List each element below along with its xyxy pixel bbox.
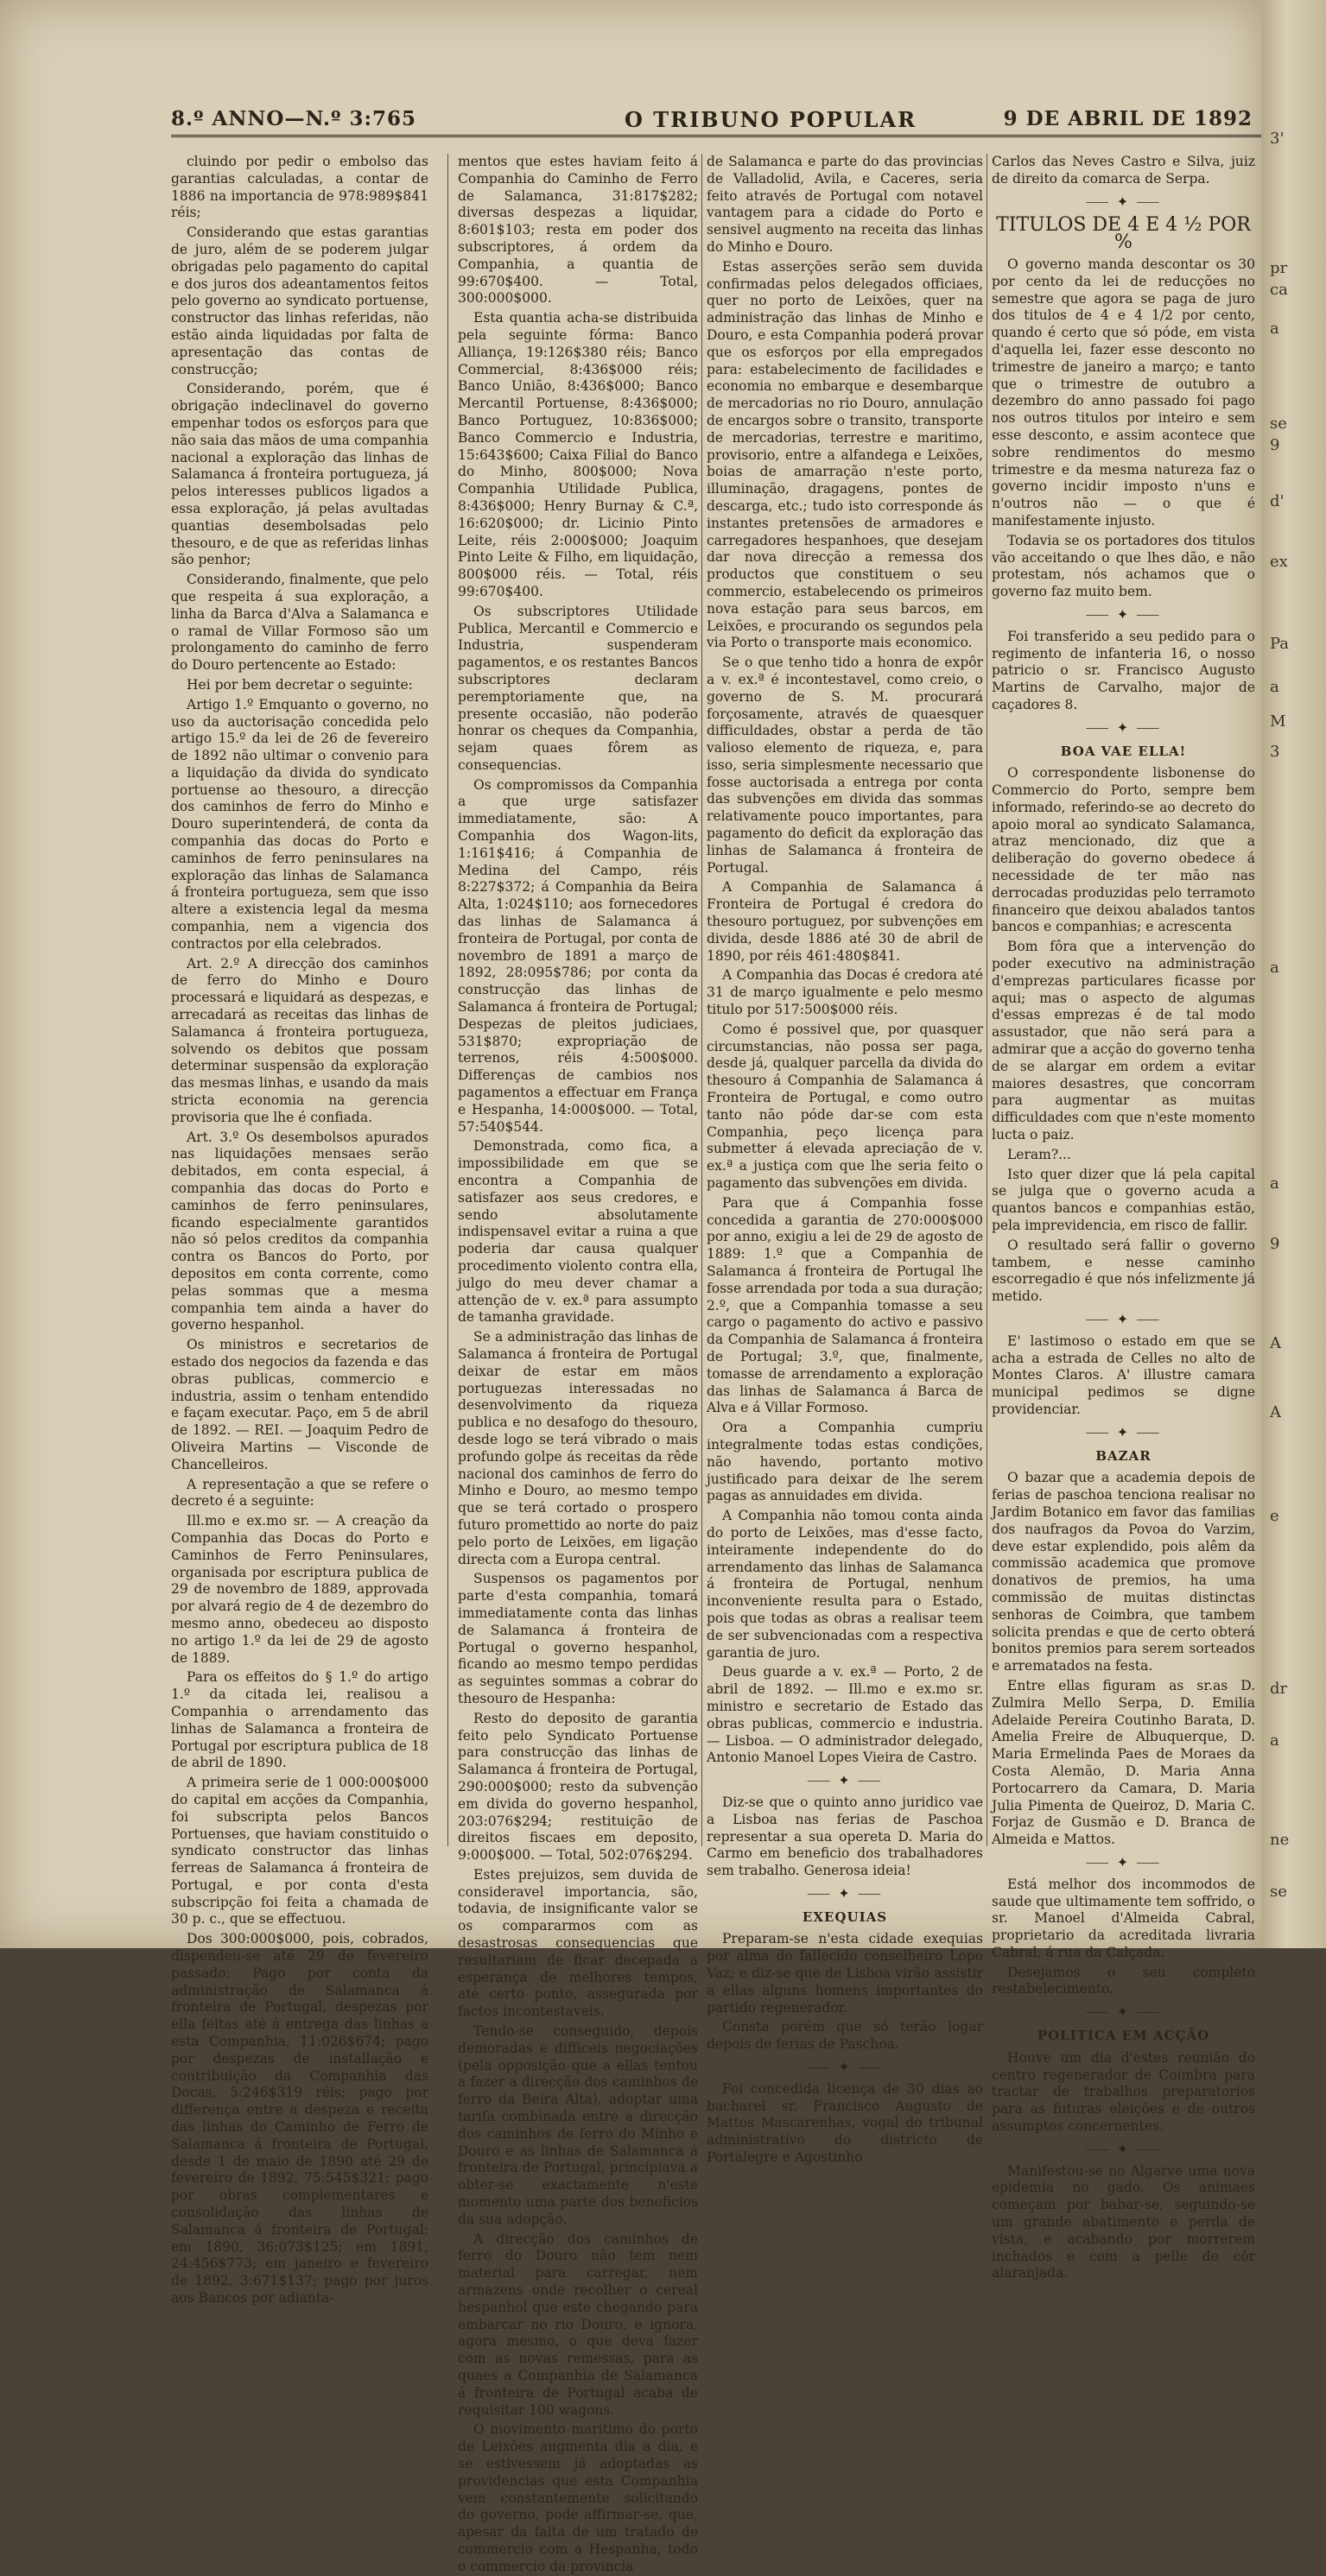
article-paragraph: E' lastimoso o estado em que se acha a estrada de Celles no alto de Montes Claros. A' illustre camara municipal pedimos se digne providenciar.: [992, 1332, 1255, 1417]
ornament-divider: ⸺ ✦ ⸺: [1085, 1311, 1162, 1327]
section-heading-titulos: TITULOS DE 4 E 4 ½ POR %: [996, 214, 1251, 254]
edge-fragment: dr: [1270, 1680, 1288, 1698]
article-paragraph: Preparam-se n'esta cidade exequias por alma do fallecido conselheiro Lopo Vaz; e diz-se que de Lisboa virão assistir a ellas alguns homens importantes do partido regenerador.: [707, 1931, 983, 2016]
edge-fragment: a: [1270, 959, 1279, 977]
edge-fragment: ca: [1270, 281, 1288, 299]
edge-fragment: M: [1270, 712, 1286, 731]
ornament-divider: ⸺ ✦ ⸺: [807, 2059, 883, 2076]
edge-fragment: a: [1270, 320, 1279, 338]
edge-fragment: a: [1270, 1731, 1279, 1750]
article-paragraph: A primeira serie de 1 000:000$000 do capital em acções da Companhia, foi subscripta pelos Bancos Portuenses, que haviam constituido o syndicato constructor das linhas ferreas de Salamanca á fronteira de Portugal, e por conta d'esta subscripção foi feita a chamada de 30 p. c., que se effectuou.: [171, 1775, 428, 1927]
article-paragraph: Se a administração das linhas de Salamanca á fronteira de Portugal deixar de estar em mãos portuguezas interessadas no desenvolvimento da riqueza publica e no desafogo do thesouro, desde logo se terá vibrado o mais profundo golpe ás receitas da rêde nacional dos caminhos de ferro do Minho e Douro, ao mesmo tempo que se terá cortado o prospero futuro promettido ao norte do paiz pelo porto de Leixões, em ligação directa com a Europa central.: [458, 1329, 698, 1567]
article-paragraph: Carlos das Neves Castro e Silva, juiz de direito da comarca de Serpa.: [992, 154, 1255, 187]
article-paragraph: Demonstrada, como fica, a impossibilidade em que se encontra a Companhia de satisfazer aos seus credores, e sendo absolutamente indispensavel evitar a ruina a que poderia dar causa qualquer procedimento violento contra ella, julgo do meu dever chamar a attenção de v. ex.ª para assumpto de tamanha gravidade.: [458, 1138, 698, 1326]
signature-paragraph: Deus guarde a v. ex.ª — Porto, 2 de abril de 1892. — Ill.mo e ex.mo sr. ministro e secretario de Estado das obras publicas, commercio e industria. — Lisboa. — O administrador delegado, Antonio Manoel Lopes Vieira de Castro.: [707, 1664, 983, 1766]
article-paragraph: Os compromissos da Companhia a que urge satisfazer immediatamente, são: A Companhia dos Wagon-lits, 1:161$416; á Companhia de Medina del Campo, réis 8:227$372; á Companhia da Beira Alta, 1:024$110; aos fornecedores das linhas de Salamanca á fronteira de Portugal, por conta de novembro de 1891 a março de 1892, 28:095$786; por conta da construcção das linhas de Salamanca á fronteira de Portugal; Despezas de pleitos judiciaes, 531$870; expropriação de terrenos, réis 4:500$000. Differenças de cambios nos pagamentos a effectuar em França e Hespanha, 14:000$000. — Total, 57:540$544.: [458, 776, 698, 1135]
ornament-divider: ⸺ ✦ ⸺: [1085, 2140, 1162, 2157]
article-paragraph: Estas asserções serão sem duvida confirmadas pelos delegados officiaes, quer no porto de Leixões, quer na administração das linhas de Minho e Douro, e esta Companhia poderá provar que os esforços por ella empregados para: estabelecimento de facilidades e economia no embarque e desembarque de mercadorias no rio Douro, annulação de encargos sobre o transito, transporte de mercadorias, terrestre e maritimo, provisorio, entre a alfandega e Leixões, boias de amarração n'este porto, illuminação, dragagens, pontes de descarga, etc.; tudo isto corresponde ás instantes pretensões de armadores e carregadores hespanhoes, que desejam dar nova direcção a remessa dos productos que constituem o seu commercio, estabelecendo os primeiros nova estação para seus barcos, em Leixões, e procurando os segundos pela via Porto o transporte mais economico.: [707, 258, 983, 651]
article-paragraph: Hei por bem decretar o seguinte:: [187, 676, 413, 693]
article-paragraph: A Companhia de Salamanca á Fronteira de Portugal é credora do thesouro portuguez, por subvenções em divida, desde 1886 até 30 de abril de 1890, por réis 461:480$841.: [707, 879, 983, 964]
article-paragraph: Se o que tenho tido a honra de expôr a v. ex.ª é incontestavel, como creio, o governo de S. M. procurará forçosamente, através de quaesquer difficuldades, obstar a perda de tão valioso elemento de riqueza, e, para isso, seria simplesmente necessario que fosse auctorisada a entrega por conta das subvenções em divida das sommas relativamente pouco importantes, para pagamento do deficit da exploração das linhas de Salamanca á fronteira de Portugal.: [707, 655, 983, 876]
article-paragraph: Houve um dia d'estes reunião do centro regenerador de Coimbra para tractar de trabalhos preparatorios para as futuras eleições e de outros assumptos concernentes.: [992, 2049, 1255, 2135]
edge-fragment: se: [1270, 415, 1287, 433]
masthead: [171, 104, 1261, 137]
article-paragraph: Como é possivel que, por quasquer circumstancias, não possa ser paga, desde já, qualquer parcella da divida do thesouro á Companhia de Salamanca á Fronteira de Portugal, e como outro tanto não póde dar-se com esta Companhia, peço licença para submetter á elevada apreciação de v. ex.ª a justiça com que lhe seria feito o pagamento das subvenções em divida.: [707, 1021, 983, 1192]
article-paragraph: Ill.mo e ex.mo sr. — A creação da Companhia das Docas do Porto e Caminhos de Ferro Peninsulares, organisada por escriptura publica de 29 de novembro de 1889, approvada por alvará regio de 4 de dezembro do mesmo anno, obedeceu ao disposto no artigo 1.º da lei de 29 de agosto de 1889.: [171, 1513, 428, 1666]
issue-number: 8.º ANNO—N.º 3:765: [171, 107, 417, 130]
ornament-divider: ⸺ ✦ ⸺: [1085, 193, 1162, 210]
article-paragraph: O bazar que a academia depois de ferias de paschoa tenciona realisar no Jardim Botanico em favor das familias dos naufragos da Povoa do Varzim, deve estar explendido, pois alêm da commissão academica que promove donativos de premios, ha uma commissão de muitas distinctas senhoras de Coimbra, que tambem solicita prendas e que de certo obterá bonitos premios para serem sorteados e arrematados na festa.: [992, 1470, 1255, 1674]
article-paragraph: Os subscriptores Utilidade Publica, Mercantil e Commercio e Industria, suspenderam pagamentos, e os restantes Bancos subscriptores declaram peremptoriamente que, na presente occasião, não poderão honrar os cheques da Companhia, sejam quaes fôrem as consequencias.: [458, 603, 698, 773]
column-3: [707, 154, 983, 2166]
column-1: [171, 154, 428, 2307]
edge-fragment: ne: [1270, 1831, 1290, 1849]
article-paragraph: O correspondente lisbonense do Commercio do Porto, sempre bem informado, referindo-se ao decreto do apoio moral ao syndicato Salamanca, atraz mencionado, diz que a deliberação do governo obedece á necessidade de ter mão nas derrocadas produzidas pelo terramoto financeiro que deixou abalados tantos bancos e companhias; e acrescenta: [992, 765, 1255, 935]
article-paragraph: Os ministros e secretarios de estado dos negocios da fazenda e das obras publicas, commercio e industria, assim o tenham entendido e façam executar. Paço, em 5 de abril de 1892. — REI. — Joaquim Pedro de Oliveira Martins — Visconde de Chancelleiros.: [171, 1337, 428, 1472]
article-paragraph: Isto quer dizer que lá pela capital se julga que o governo acuda a quantos bancos e companhias estão, pela imprevidencia, em risco de fallir.: [992, 1166, 1255, 1234]
edge-fragment: 9: [1270, 436, 1280, 454]
edge-fragment: se: [1270, 1883, 1287, 1901]
edge-fragment: 9: [1270, 1235, 1280, 1253]
article-paragraph: cluindo por pedir o embolso das garantias calculadas, a contar de 1886 na importancia de 978:989$841 réis;: [171, 154, 428, 221]
ornament-divider: ⸺ ✦ ⸺: [807, 1772, 883, 1789]
article-paragraph: Artigo 1.º Emquanto o governo, no uso da auctorisação concedida pelo artigo 15.º da lei de 26 de fevereiro de 1892 não ultimar o convenio para a liquidação da divida do syndicato portuense ao thesouro, a direcção dos caminhos de ferro do Minho e Douro superintenderá, de conta da companhia das docas do Porto e caminhos de ferro peninsulares na exploração das linhas de Salamanca á fronteira portugueza, sem que isso altere a existencia legal da mesma companhia, nem a vigencia dos contractos por ella celebrados.: [171, 696, 428, 952]
article-paragraph: Foi concedida licença de 30 dias ao bacharel sr. Francisco Augusto de Mattos Mascarenhas, vogal do tribunal administrativo do districto de Portalegre e Agostinho: [707, 2080, 983, 2166]
section-heading-boa-vae-ella: BOA VAE ELLA!: [1060, 743, 1187, 759]
article-paragraph: mentos que estes haviam feito á Companhia do Caminho de Ferro de Salamanca, 31:817$282; diversas despezas a liquidar, 8:601$103; resta em poder dos subscriptores, á ordem da Companhia, a quantia de 99:670$400. — Total, 300:000$000.: [458, 154, 698, 307]
edge-fragment: 3: [1270, 743, 1280, 761]
edge-fragment: e: [1270, 1507, 1279, 1525]
ornament-divider: ⸺ ✦ ⸺: [807, 1884, 883, 1902]
issue-date: 9 DE ABRIL DE 1892: [1003, 107, 1253, 130]
edge-fragment: d': [1270, 492, 1285, 510]
notice-paragraph: Diz-se que o quinto anno juridico vae a Lisboa nas ferias de Paschoa representar a sua opereta D. Maria do Carmo em beneficio dos trabalhadores sem trabalho. Generosa ideia!: [707, 1794, 983, 1879]
article-paragraph: Consta porém que só terão logar depois de ferias de Paschoa.: [707, 2019, 983, 2053]
article-paragraph: Manifestou-se no Algarve uma nova epidemia no gado. Os animaes começam por babar-se, seguindo-se um grande abatimento e perda de vista, e acabando por morrerem inchados e com a pelle de côr alaranjada.: [992, 2162, 1255, 2282]
article-paragraph: A Companhia das Docas é credora até 31 de março igualmente e pelo mesmo titulo por 517:500$000 réis.: [707, 967, 983, 1018]
article-paragraph: Para os effeitos do § 1.º do artigo 1.º da citada lei, realisou a Companhia o arrendamento das linhas de Salamanca a fronteira de Portugal por escriptura publica de 18 de abril de 1890.: [171, 1669, 428, 1771]
ornament-divider: ⸺ ✦ ⸺: [1085, 2003, 1162, 2021]
adjacent-page-edge: [1261, 0, 1326, 1948]
article-paragraph: Considerando, finalmente, que pelo que respeita á sua exploração, a linha da Barca d'Alva a Salamanca e o ramal de Villar Formoso são um prolongamento do caminho de ferro do Douro pertencente ao Estado:: [171, 572, 428, 674]
article-paragraph: A Companhia não tomou conta ainda do porto de Leixões, mas d'esse facto, inteiramente independente do do arrendamento das linhas de Salamanca á fronteira de Portugal, nenhum inconveniente resulta para o Estado, pois que todas as obras a realisar teem de ser subvencionadas com a respectiva garantia de juro.: [707, 1508, 983, 1661]
edge-fragment: A: [1270, 1334, 1281, 1352]
article-paragraph: Leram?...: [1007, 1146, 1071, 1162]
edge-fragment: a: [1270, 678, 1279, 696]
article-paragraph: Art. 3.º Os desembolsos apurados nas liquidações mensaes serão debitados, em conta especial, á companhia das docas do Porto e caminhos de ferro peninsulares, ficando especialmente garantidos não só pelos creditos da companhia contra os Bancos do Porto, por depositos em conta corrente, como pelas sommas que a mesma companhia tem ainda a haver do governo hespanhol.: [171, 1129, 428, 1333]
article-paragraph: Art. 2.º A direcção dos caminhos de ferro do Minho e Douro processará e liquidará as despezas, e arrecadará as receitas das linhas de Salamanca á fronteira portugueza, solvendo os debitos que possam determinar suspensão da exploração das mesmas linhas, e usando da mais stricta economia na gerencia provisoria que lhe é confiada.: [171, 955, 428, 1125]
edge-fragment: a: [1270, 1174, 1279, 1193]
article-paragraph: Estes prejuizos, sem duvida de consideravel importancia, são, todavia, de insignificante valor se os compararmos com as desastrosas consequencias que resultariam de ficar decepada a esperança de melhores tempos, até certo ponto, assegurada por factos incontestaveis.: [458, 1866, 698, 2020]
article-paragraph: Foi transferido a seu pedido para o regimento de infanteria 16, o nosso patricio o sr. Francisco Augusto Martins de Carvalho, major de caçadores 8.: [992, 628, 1255, 712]
article-paragraph: Ora a Companhia cumpriu integralmente todas estas condições, não havendo, portanto motivo justificado para deixar de lhe serem pagas as annuidades em divida.: [707, 1420, 983, 1504]
column-2: [458, 154, 698, 2574]
article-paragraph: Bom fôra que a intervenção do poder executivo na administração d'emprezas particulares ficasse por aqui; mas o aspecto de algumas d'essas emprezas é de tal modo assustador, que não será para a admirar que a acção do governo tenha de se alargar em ordem a evitar maiores desastres, que concorram para augmentar as muitas difficuldades com que n'este momento lucta o paiz.: [992, 939, 1255, 1143]
article-paragraph: Resto do deposito de garantia feito pelo Syndicato Portuense para construcção das linhas de Salamanca á fronteira de Portugal, 290:000$000; resto da subvenção em divida do governo hespanhol, 203:076$294; restituição de direitos fiscaes em deposito, 9:000$000. — Total, 502:076$294.: [458, 1710, 698, 1864]
article-paragraph: Suspensos os pagamentos por parte d'esta companhia, tomará immediatamente conta das linhas de Salamanca á fronteira de Portugal o governo hespanhol, ficando ao mesmo tempo perdidas as seguintes sommas a cobrar do thesouro de Hespanha:: [458, 1571, 698, 1706]
newspaper-title: O TRIBUNO POPULAR: [625, 107, 917, 132]
section-heading-bazar: BAZAR: [1095, 1447, 1152, 1464]
column-rule: [701, 154, 702, 1846]
edge-fragment: A: [1270, 1403, 1281, 1421]
ornament-divider: ⸺ ✦ ⸺: [1085, 718, 1162, 736]
edge-fragment: ex: [1270, 553, 1288, 571]
section-heading-exequias: EXEQUIAS: [802, 1908, 888, 1925]
article-paragraph: O movimento maritimo do porto de Leixões augmenta dia a dia, e se estivessem já adoptadas as providencias que esta Companhia vem constantemente solicitando do governo, pode affirmar-se, que, apesar da falta de um tratado de commercio com a Hespanha, todo o commercio da provincia: [458, 2421, 698, 2574]
section-heading-politica: POLITICA EM ACÇÃO: [1037, 2028, 1210, 2044]
article-paragraph: Dos 300:000$000, pois, cobrados, dispendeu-se até 29 de fevereiro passado: Pago por conta da administração de Salamanca á fronteira de Portugal, despezas por ella feitas até á entrega das linhas a esta Companhia, 11:026$674; pago por despezas de installação e contribuição da Companhia das Docas, 5:246$319 réis; pago por differença entre a despeza e receita das linhas do Caminho de Ferro de Salamanca á fronteira de Portugal, desde 1 de maio de 1890 até 29 de fevereiro de 1892, 75:545$321; pago por obras complementares e consolidação das linhas de Salamanca á fronteira de Portugal: em 1890, 36:073$125; em 1891, 24:456$773; em janeiro e fevereiro de 1892, 3:671$137; pago por juros aos Bancos por adianta-: [171, 1931, 428, 2307]
article-paragraph: Está melhor dos incommodos de saude que ultimamente tem soffrido, o sr. Manoel d'Almeida Cabral, proprietario da acreditada livraria Cabral, á rua da Calçada.: [992, 1876, 1255, 1960]
article-paragraph: A representação a que se refere o decreto é a seguinte:: [171, 1476, 428, 1510]
article-paragraph: Tendo-se conseguido, depois demoradas e difficeis negociações (pela opposição que a ellas tentou a fazer a direcção dos caminhos de ferro da Beira Alta), adoptar uma tarifa combinada entre a direcção dos caminhos de ferro do Minho e Douro e as linhas de Salamanca á fronteira de Portugal, principiava a obter-se exactamente n'este momento uma parte dos beneficios da sua adopção.: [458, 2023, 698, 2227]
column-4: [992, 154, 1255, 2282]
article-paragraph: de Salamanca e parte do das provincias de Valladolid, Avila, e Caceres, seria feito através de Portugal com notavel vantagem para a cidade do Porto e sensivel augmento na receita das linhas do Minho e Douro.: [707, 154, 983, 255]
ornament-divider: ⸺ ✦ ⸺: [1085, 1423, 1162, 1440]
article-paragraph: Considerando que estas garantias de juro, além de se poderem julgar obrigadas pelo pagamento do capital e dos juros dos adeantamentos feitos pelo governo ao syndicato portuense, constructor das linhas referidas, não estão ainda liquidadas por falta de apresentação das contas de construcção;: [171, 225, 428, 377]
article-paragraph: O resultado será fallir o governo tambem, e nesse caminho escorregadio é que nós infelizmente já metido.: [992, 1237, 1255, 1305]
edge-fragment: Pa: [1270, 635, 1290, 653]
article-paragraph: Desejamos o seu completo restabelecimento.: [992, 1964, 1255, 1997]
ornament-divider: ⸺ ✦ ⸺: [1085, 605, 1162, 623]
article-paragraph: Para que á Companhia fosse concedida a garantia de 270:000$000 por anno, exigiu a lei de 29 de agosto de 1889: 1.º que a Companhia de Salamanca á fronteira de Portugal lhe fosse arrendada por toda a sua duração; 2.º, que a Companhia tomasse a seu cargo o pagamento do activo e passivo da Companhia de Salamanca á fronteira de Portugal; 3.º, que, finalmente, tomasse de arrendamento a exploração das linhas de Salamanca á Barca de Alva e á Villar Formoso.: [707, 1194, 983, 1416]
article-paragraph: Considerando, porém, que é obrigação indeclinavel do governo empenhar todos os esforços para que não saia das mãos de uma companhia nacional a exploração das linhas de Salamanca á fronteira portugueza, já pelos interesses publicos ligados a essa exploração, já pelas avultadas quantias desembolsadas pelo thesouro, e de que as referidas linhas são penhor;: [171, 381, 428, 568]
edge-fragment: 3': [1270, 130, 1285, 148]
edge-fragment: pr: [1270, 259, 1288, 277]
article-paragraph: Todavia se os portadores dos titulos vão acceitando o que lhes dão, e não protestam, nós achamos que o governo faz muito bem.: [992, 532, 1255, 600]
article-paragraph: Entre ellas figuram as sr.as D. Zulmira Mello Serpa, D. Emilia Adelaide Pereira Coutinho Barata, D. Amelia Freire de Albuquerque, D. Maria Ermelinda Paes de Moraes da Costa Alemão, D. Maria Anna Portocarrero da Camara, D. Maria Julia Pimenta de Queiroz, D. Maria C. Forjaz de Gusmão e D. Branca de Almeida e Mattos.: [992, 1677, 1255, 1848]
article-paragraph: O governo manda descontar os 30 por cento da lei de reducções no semestre que agora se paga de juro dos titulos de 4 e 4 1/2 por cento, quando é certo que só póde, em vista d'aquella lei, fazer esse desconto no trimestre de janeiro a março; e tanto que o trimestre de outubro a dezembro do anno passado foi pago nos outros titulos por inteiro e sem esse desconto, e assim acontece que sobre rendimentos do mesmo trimestre e da mesma natureza faz o governo incidir imposto n'uns e n'outros não — o que é manifestamente injusto.: [992, 256, 1255, 528]
article-paragraph: Esta quantia acha-se distribuida pela seguinte fórma: Banco Alliança, 19:126$380 réis; Banco Commercial, 8:436$000 réis; Banco União, 8:436$000; Banco Mercantil Portuense, 8:436$000; Banco Portuguez, 10:836$000; Banco Commercio e Industria, 15:643$600; Caixa Filial do Banco do Minho, 800$000; Nova Companhia Utilidade Publica, 8:436$000; Henry Burnay & C.ª, 16:620$000; dr. Licinio Pinto Leite, réis 2:000$000; Joaquim Pinto Leite & Filho, em liquidação, 800$000 réis. — Total, réis 99:670$400.: [458, 310, 698, 599]
column-rule: [447, 154, 448, 1846]
ornament-divider: ⸺ ✦ ⸺: [1085, 1853, 1162, 1870]
article-paragraph: A direcção dos caminhos de ferro do Douro não tem nem material para carregar, nem armazens onde recolher o cereal hespanhol que este chegando para embarcar no rio Douro, e ignora, agora mesmo, o que deva fazer com as novas remessas, para as quaes a Companhia de Salamanca á fronteira de Portugal acaba de requisitar 100 wagons.: [458, 2231, 698, 2418]
